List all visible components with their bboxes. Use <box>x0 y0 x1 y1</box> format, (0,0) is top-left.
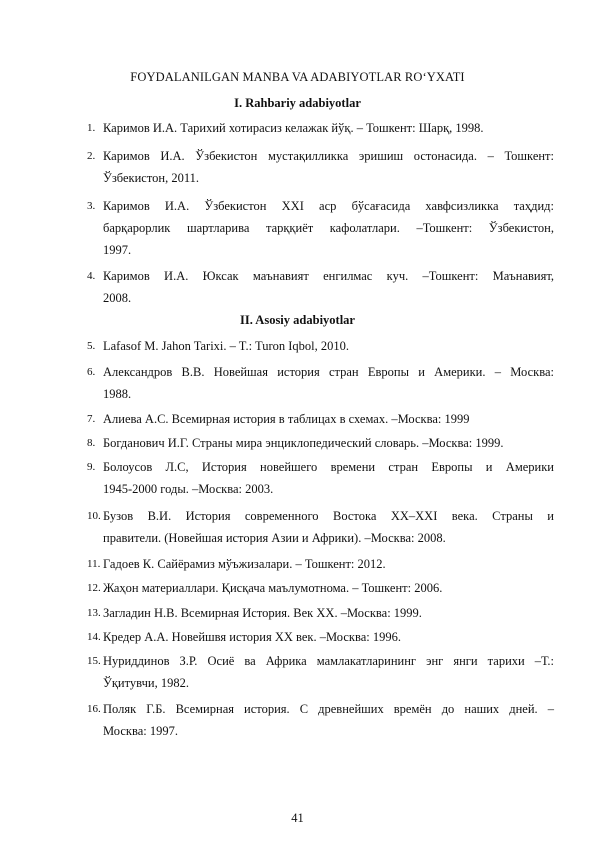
reference-text: Нуриддинов З.Р. Осиё ва Африка мамлакатларининг энг янги тарихи –Т.: <box>103 654 554 668</box>
reference-number: 7. <box>87 413 96 425</box>
reference-text: Александров В.В. Новейшая история стран Европы и Америки. – Москва: <box>103 365 554 379</box>
page-title: FOYDALANILGAN MANBA VA ADABIYOTLAR RO‘YXATI <box>130 70 465 84</box>
reference-text: Загладин Н.В. Всемирная История. Век XX. –Москва: 1999. <box>103 606 422 620</box>
reference-item <box>87 505 554 549</box>
reference-text: правители. (Новейшая история Азии и Африки). –Москва: 2008. <box>103 531 446 545</box>
reference-number: 9. <box>87 461 96 473</box>
reference-item <box>87 577 554 599</box>
reference-item <box>87 602 554 624</box>
reference-number: 13. <box>87 607 101 619</box>
reference-text: Жаҳон материаллари. Қисқача маълумотнома. – Тошкент: 2006. <box>103 581 443 595</box>
reference-text: Каримов И.А. Ўзбекистон XXI аср бўсағасида хавфсизликка таҳдид: <box>103 199 554 213</box>
reference-item <box>87 626 554 648</box>
reference-number: 10. <box>87 510 101 522</box>
reference-item <box>87 265 554 309</box>
reference-text: барқарорлик шартларива тарққиёт кафолатлари. –Тошкент: Ўзбекистон, <box>103 221 554 235</box>
reference-text: Ўзбекистон, 2011. <box>103 171 199 185</box>
reference-item <box>87 456 554 500</box>
reference-item <box>87 408 554 430</box>
reference-text: 1945-2000 годы. –Москва: 2003. <box>103 482 274 496</box>
reference-text: Кредер А.А. Новейшвя история XX век. –Москва: 1996. <box>103 630 401 644</box>
reference-number: 8. <box>87 437 96 449</box>
reference-text: Каримов И.А. Тарихий хотирасиз келажак йўқ. – Тошкент: Шарқ, 1998. <box>103 121 484 135</box>
reference-text: Алиева А.С. Всемирная история в таблицах в схемах. –Москва: 1999 <box>103 412 470 426</box>
reference-number: 12. <box>87 582 101 594</box>
reference-number: 11. <box>87 558 101 570</box>
reference-text: Богданович И.Г. Страны мира энциклопедический словарь. –Москва: 1999. <box>103 436 504 450</box>
reference-item <box>87 553 554 575</box>
reference-text: Lafasof M. Jahon Tarixi. – T.: Turon Iqbol, 2010. <box>103 339 349 353</box>
reference-number: 3. <box>87 200 96 212</box>
reference-number: 16. <box>87 703 101 715</box>
reference-text: Болоусов Л.С, История новейшего времени стран Европы и Америки <box>103 460 554 474</box>
reference-number: 2. <box>87 150 96 162</box>
reference-number: 5. <box>87 340 96 352</box>
reference-item <box>87 361 554 405</box>
page-number: 41 <box>291 811 304 825</box>
reference-text: Каримов И.А. Ўзбекистон мустақилликка эришиш остонасида. – Тошкент: <box>103 149 554 163</box>
reference-text: Москва: 1997. <box>103 724 178 738</box>
reference-text: 2008. <box>103 291 132 305</box>
reference-text: Ўқитувчи, 1982. <box>103 676 189 690</box>
reference-item <box>87 145 554 189</box>
reference-item <box>87 650 554 694</box>
reference-item <box>87 432 554 454</box>
section-heading-rahbariy: I. Rahbariy adabiyotlar <box>234 96 361 110</box>
reference-text: Поляк Г.Б. Всемирная история. С древнейших времён до наших дней. – <box>103 702 554 716</box>
reference-number: 15. <box>87 655 101 667</box>
reference-text: 1997. <box>103 243 132 257</box>
reference-text: Бузов В.И. История современного Востока XX–XXI века. Страны и <box>103 509 554 523</box>
reference-item <box>87 117 554 139</box>
reference-text: 1988. <box>103 387 132 401</box>
reference-number: 6. <box>87 366 96 378</box>
reference-item <box>87 698 554 742</box>
reference-number: 14. <box>87 631 101 643</box>
reference-text: Каримов И.А. Юксак маънавият енгилмас куч. –Тошкент: Маънавият, <box>103 269 554 283</box>
reference-number: 4. <box>87 270 96 282</box>
reference-item <box>87 335 554 357</box>
section-heading-asosiy: II. Asosiy adabiyotlar <box>240 313 355 327</box>
reference-number: 1. <box>87 122 96 134</box>
reference-item <box>87 195 554 261</box>
reference-text: Гадоев К. Сайёрамиз мўъжизалари. – Тошкент: 2012. <box>103 557 386 571</box>
